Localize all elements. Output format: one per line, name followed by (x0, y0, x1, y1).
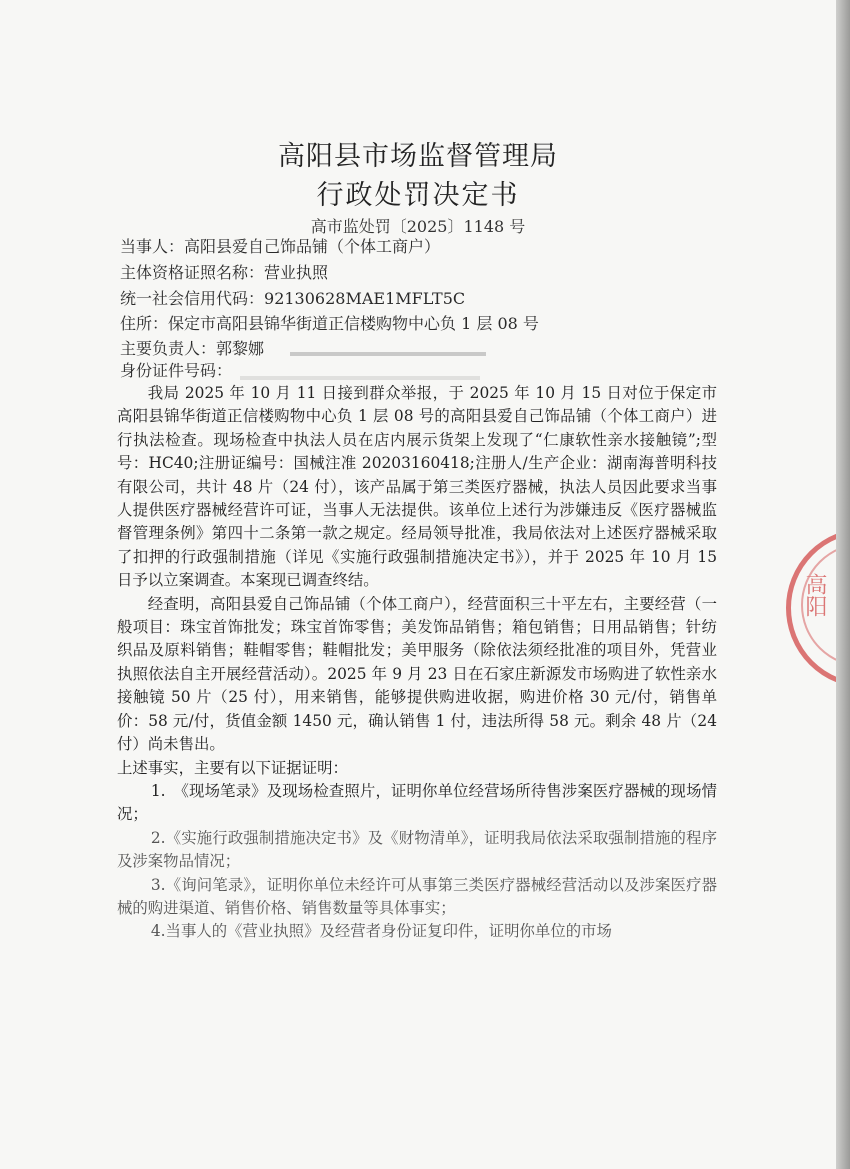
address-field (120, 313, 539, 335)
credit-code-value: 92130628MAE1MFLT5C (264, 289, 466, 308)
document-body (117, 382, 717, 944)
paragraph-3: 上述事实，主要有以下证据证明： (117, 758, 348, 777)
evidence-item-4: 4.当事人的《营业执照》及经营者身份证复印件，证明你单位的市场 (150, 922, 612, 941)
redaction-mark (240, 376, 480, 380)
party-field (120, 236, 440, 258)
paragraph-1: 我局 2025 年 10 月 11 日接到群众举报，于 2025 年 10 月 15 日对位于保定市高阳县锦华街道正信楼购物中心负 1 层 08 号的高阳县爱自己饰品铺（个体工商户）进行执法检查。现场检查中执法人员在店内展示货架上发现了“仁康软性亲水接触镜”;型号：HC40;注册证编号：国械注准 20203160418;注册人/生产企业：湖南海普明科技有限公司，共计 48 片（24 付），该产品属于第三类医疗器械，执法人员因此要求当事人提供医疗器械经营许可证，当事人无法提供。该单位上述行为涉嫌违反《医疗器械监督管理条例》第四十二条第一款之规定。经局领导批准，我局依法对上述医疗器械采取了扣押的行政强制措施（详见《实施行政强制措施决定书》），并于 2025 年 10 月 15 日予以立案调查。本案现已调查终结。 (117, 384, 717, 590)
party-label: 当事人： (120, 237, 185, 256)
cert-field (120, 262, 328, 284)
seal-text: 高阳 (802, 573, 827, 617)
evidence-item-1: 1. 《现场笔录》及现场检查照片，证明你单位经营场所待售涉案医疗器械的现场情况； (117, 781, 717, 824)
credit-code-field (120, 288, 465, 310)
document-type-title: 行政处罚决定书 (316, 180, 520, 211)
credit-code-label: 统一社会信用代码： (120, 289, 265, 308)
cert-label: 主体资格证照名称： (120, 263, 265, 282)
document-number: 高市监处罚〔2025〕1148 号 (310, 217, 526, 236)
agency-title: 高阳县市场监督管理局 (278, 141, 558, 172)
responsible-person-field (120, 338, 264, 360)
cert-value: 营业执照 (264, 263, 329, 282)
party-value: 高阳县爱自己饰品铺（个体工商户） (184, 237, 441, 256)
page-edge-shadow (836, 0, 850, 1169)
evidence-item-3: 3.《询问笔录》，证明你单位未经许可从事第三类医疗器械经营活动以及涉案医疗器械的购进渠道、销售价格、销售数量等具体事实； (117, 875, 717, 917)
address-label: 住所： (120, 314, 169, 333)
id-number-field (120, 360, 232, 382)
redaction-mark (290, 352, 486, 356)
id-number-label: 身份证件号码： (120, 361, 233, 380)
responsible-person-value: 郭黎娜 (216, 339, 265, 358)
address-value: 保定市高阳县锦华街道正信楼购物中心负 1 层 08 号 (168, 314, 539, 333)
responsible-person-label: 主要负责人： (120, 339, 217, 358)
evidence-item-2: 2.《实施行政强制措施决定书》及《财物清单》，证明我局依法采取强制措施的程序及涉案物品情况； (117, 828, 717, 871)
paragraph-2: 经查明，高阳县爱自己饰品铺（个体工商户），经营面积三十平左右，主要经营（一般项目：珠宝首饰批发；珠宝首饰零售；美发饰品销售；箱包销售；日用品销售；针纺织品及原料销售；鞋帽零售；鞋帽批发；美甲服务（除依法须经批准的项目外，凭营业执照依法自主开展经营活动）。2025 年 9 月 23 日在石家庄新源发市场购进了软性亲水接触镜 50 片（25 付），用来销售，能够提供购进收据，购进价格 30 元/付，销售单价：58 元/付，货值金额 1450 元，确认销售 1 付，违法所得 58 元。剩余 48 片（24 付）尚未售出。 (117, 594, 717, 754)
